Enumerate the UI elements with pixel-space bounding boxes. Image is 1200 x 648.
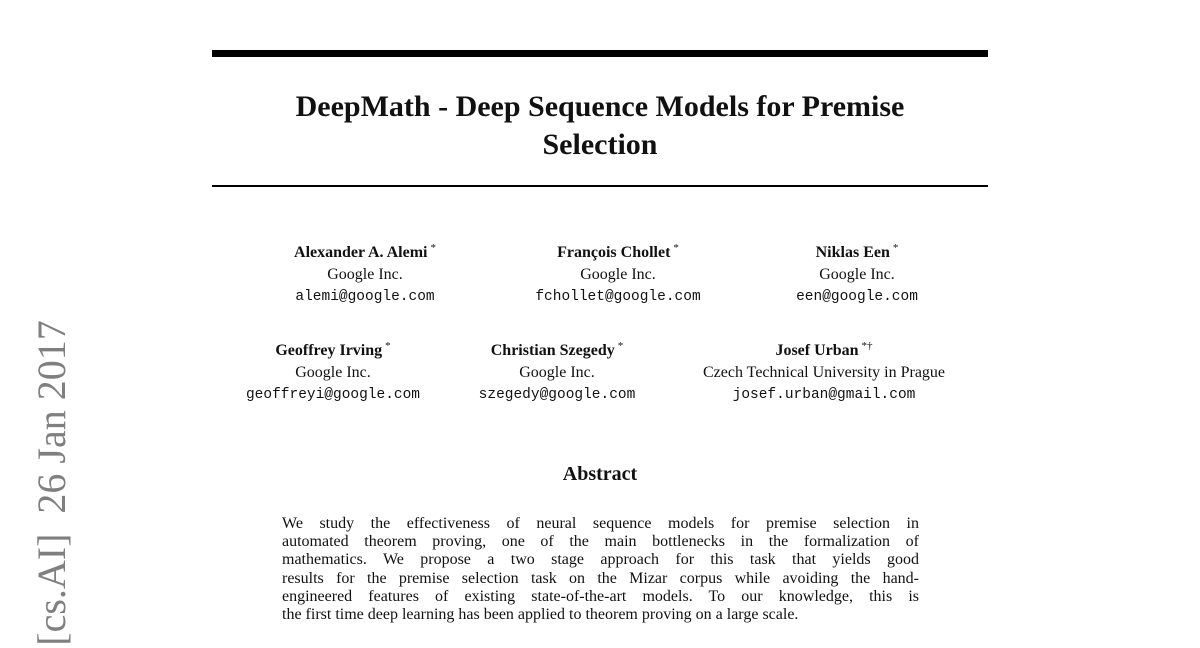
author-name-line xyxy=(294,242,436,264)
author-block xyxy=(479,340,636,406)
author-block xyxy=(535,242,700,308)
author-affiliation: Google Inc. xyxy=(580,266,656,283)
arxiv-date: 26 Jan 2017 xyxy=(29,320,74,514)
author-name-line xyxy=(535,242,700,264)
author-email: josef.urban@gmail.com xyxy=(732,387,916,403)
author-name-line xyxy=(246,340,420,362)
author-email: een@google.com xyxy=(796,289,918,305)
abstract-line: automated theorem proving, one of the main bottlenecks in the formalization of xyxy=(282,533,919,551)
author-block xyxy=(703,340,945,406)
abstract-line: results for the premise selection task on the Mizar corpus while avoiding the hand- xyxy=(282,569,919,587)
author-affiliation: Google Inc. xyxy=(295,364,371,381)
author-name-line xyxy=(479,340,636,362)
author-affiliation: Google Inc. xyxy=(519,364,595,381)
author-affiliation: Google Inc. xyxy=(819,266,895,283)
author-affiliation: Google Inc. xyxy=(327,266,403,283)
arxiv-side-stamp xyxy=(30,320,74,646)
author-email: fchollet@google.com xyxy=(535,289,701,305)
author-name: Josef Urban xyxy=(775,342,859,359)
title-bottom-rule xyxy=(212,185,988,187)
author-footnote-mark: * xyxy=(892,241,899,254)
author-email: szegedy@google.com xyxy=(478,387,636,403)
author-email: geoffreyi@google.com xyxy=(245,387,421,403)
author-block xyxy=(796,242,918,308)
abstract-line: engineered features of existing state-of-the-art models. To our knowledge, this is xyxy=(282,587,919,605)
author-footnote-mark: * xyxy=(673,241,679,254)
abstract-line: mathematics. We propose a two stage approach for this task that yields good xyxy=(282,551,919,569)
abstract-line: the first time deep learning has been applied to theorem proving on a large scale. xyxy=(282,606,799,624)
author-footnote-mark: * xyxy=(385,339,391,352)
author-name: François Chollet xyxy=(557,244,671,261)
author-name-line xyxy=(703,340,945,362)
paper-title xyxy=(212,88,988,164)
title-top-rule xyxy=(212,50,988,57)
abstract-body xyxy=(282,515,919,624)
title-line: Selection xyxy=(542,128,658,161)
author-name: Christian Szegedy xyxy=(490,342,615,359)
arxiv-category: [cs.AI] xyxy=(29,533,74,646)
title-line: DeepMath - Deep Sequence Models for Premise xyxy=(295,90,905,123)
author-footnote-mark: *† xyxy=(861,339,873,352)
author-email: alemi@google.com xyxy=(295,289,435,305)
author-name-line xyxy=(796,242,918,264)
abstract-line: We study the effectiveness of neural sequence models for premise selection in xyxy=(282,515,919,532)
author-affiliation: Czech Technical University in Prague xyxy=(702,364,946,381)
author-footnote-mark: * xyxy=(430,241,436,254)
abstract-heading: Abstract xyxy=(562,463,638,485)
author-name: Alexander A. Alemi xyxy=(294,244,428,261)
author-name: Niklas Een xyxy=(815,244,890,261)
author-block xyxy=(294,242,436,308)
author-footnote-mark: * xyxy=(617,339,624,352)
author-block xyxy=(246,340,420,406)
author-name: Geoffrey Irving xyxy=(275,342,383,359)
